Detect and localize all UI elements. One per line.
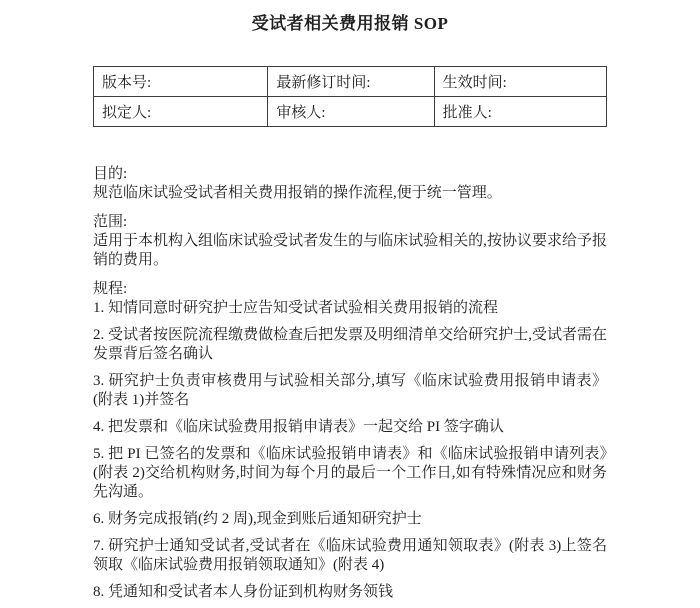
document-title: 受试者相关费用报销 SOP — [251, 14, 449, 33]
procedure-item-3: 3. 研究护士负责审核费用与试验相关部分,填写《临床试验费用报销申请表》(附表 1)并签名 — [93, 373, 607, 408]
procedure-section — [93, 280, 607, 602]
procedure-item-2: 2. 受试者按医院流程缴费做检查后把发票及明细清单交给研究护士,受试者需在发票背后签名确认 — [93, 327, 607, 362]
purpose-heading: 目的: — [93, 166, 128, 182]
scope-body: 适用于本机构入组临床试验受试者发生的与临床试验相关的,按协议要求给予报销的费用。 — [93, 233, 607, 268]
scope-heading: 范围: — [93, 214, 128, 230]
info-table-row — [94, 67, 607, 97]
scope-section — [93, 213, 607, 270]
purpose-section — [93, 165, 607, 203]
procedure-item-5: 5. 把 PI 已签名的发票和《临床试验报销申请表》和《临床试验报销申请列表》(附表 2)交给机构财务,时间为每个月的最后一个工作日,如有特殊情况应和财务先沟通。 — [93, 446, 607, 500]
info-table-row — [94, 97, 607, 127]
info-table — [93, 66, 607, 127]
approver-cell: 批准人: — [434, 97, 606, 127]
procedure-item-4: 4. 把发票和《临床试验费用报销申请表》一起交给 PI 签字确认 — [93, 419, 504, 435]
purpose-body: 规范临床试验受试者相关费用报销的操作流程,便于统一管理。 — [93, 185, 502, 201]
procedure-item-6: 6. 财务完成报销(约 2 周),现金到账后通知研究护士 — [93, 511, 422, 527]
procedure-item-1: 1. 知情同意时研究护士应告知受试者试验相关费用报销的流程 — [93, 300, 499, 316]
version-number-cell: 版本号: — [94, 67, 268, 97]
procedure-item-8: 8. 凭通知和受试者本人身份证到机构财务领钱 — [93, 584, 394, 600]
procedure-item-7: 7. 研究护士通知受试者,受试者在《临床试验费用通知领取表》(附表 3)上签名领取《临床试验费用报销领取通知》(附表 4) — [93, 538, 607, 573]
reviewer-cell: 审核人: — [268, 97, 434, 127]
drafter-cell: 拟定人: — [94, 97, 268, 127]
effective-time-cell: 生效时间: — [434, 67, 606, 97]
procedure-heading: 规程: — [93, 281, 128, 297]
last-revised-time-cell: 最新修订时间: — [268, 67, 434, 97]
